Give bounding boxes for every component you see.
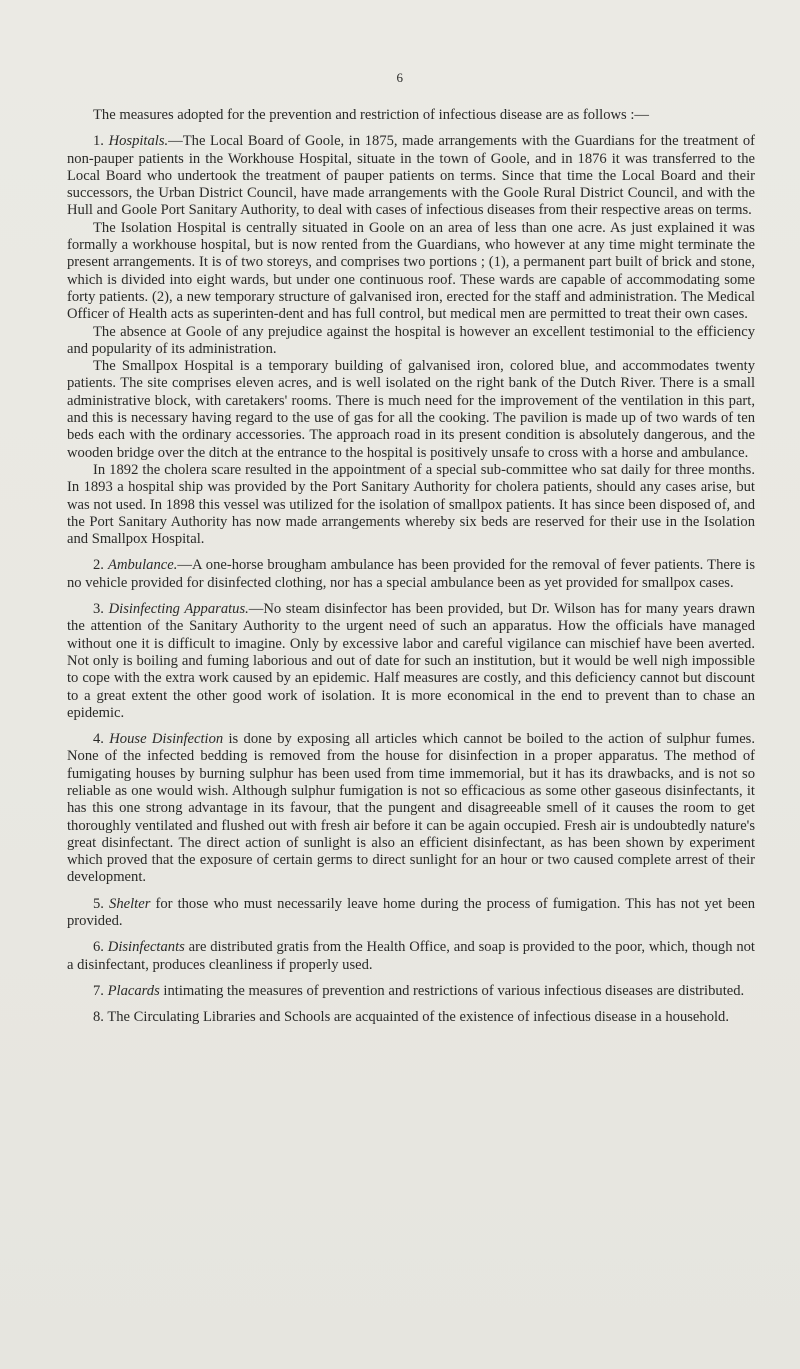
section-house-disinfection (67, 731, 755, 887)
section-number: 2. (93, 557, 104, 574)
section-text: —A one-horse brougham ambulance has been provided for the removal of fever patients. There is no vehicle provided for disinfected clothing, nor has a special ambulance been as yet provided for smallpox cases. (67, 557, 755, 591)
section-libraries-schools (67, 1009, 755, 1026)
section-hospitals (67, 133, 755, 219)
section-heading: Ambulance. (108, 557, 178, 574)
section-text: are distributed gratis from the Health Office, and soap is provided to the poor, which, though not a disinfectant, produces cleanliness if properly used. (67, 939, 755, 973)
section-shelter (67, 896, 755, 931)
section-disinfectants (67, 939, 755, 974)
section-text: —The Local Board of Goole, in 1875, made arrangements with the Guardians for the treatment of non-pauper patients in the Workhouse Hospital, situate in the town of Goole, and in 1876 it was transferred to the Local Board who undertook the treatment of pauper patients on terms. Since that time the Local Board and their successors, the Urban District Council, have made arrangements with the Goole Rural District Council, and with the Hull and Goole Port Sanitary Authority, to deal with cases of infectious diseases from their respective areas on terms. (67, 133, 756, 219)
section-number: 6. (93, 939, 104, 956)
section-text: —No steam disinfector has been provided, but Dr. Wilson has for many years drawn the attention of the Sanitary Authority to the urgent need of such an apparatus. How the officials have managed without one it is difficult to imagine. Only by excessive labor and careful vigilance can mischief have been averted. Not only is boiling and fuming laborious and out of date for such an institution, but it would be well nigh impossible to cope with the extra work caused by an epidemic. Half measures are costly, and this deficiency cannot but discount to a great extent the other good work of isolation. It is more economical in the end to prevent than to chase an epidemic. (67, 601, 755, 721)
section-placards (67, 983, 755, 1000)
section-heading: Disinfecting Apparatus. (108, 601, 249, 618)
paragraph-isolation-hospital: The Isolation Hospital is centrally situated in Goole on an area of less than one acre. As just explained it was formally a workhouse hospital, but is now rented from the Guardians, who however at any time might terminate the present arrangements. It is of two storeys, and comprises two portions ; (1), a permanent part built of brick and stone, which is divided into eight wards, but under one continuous roof. These wards are capable of accommodating some forty patients. (2), a new temporary structure of galvanised iron, erected for the staff and administration. The Medical Officer of Health acts as superinten-dent and has full control, but medical men are permitted to treat their own cases. (67, 219, 755, 323)
section-number: 8. (93, 1009, 104, 1026)
section-ambulance (67, 557, 755, 592)
section-disinfecting-apparatus (67, 601, 755, 722)
section-text: is done by exposing all articles which cannot be boiled to the action of sulphur fumes. None of the infected bedding is removed from the house for disinfection in a proper apparatus. The method of fumigating houses by burning sulphur has been used from time immemorial, but it has its drawbacks, and is not so reliable as one would wish. Although sulphur fumigation is not so efficacious as some other gaseous disinfectants, it has this one strong advantage in its favour, that the pungent and disagreeable smell of it causes the room to get thoroughly ventilated and flushed out with fresh air before it can be again occupied. Fresh air is undoubtedly nature's great disinfectant. The direct action of sunlight is also an efficient disinfectant, as has been shown by experiment which proved that the exposure of certain germs to direct sunlight for an hour or two caused complete arrest of their development. (67, 731, 755, 886)
section-number: 3. (93, 601, 104, 618)
section-text: The Circulating Libraries and Schools are acquainted of the existence of infectious disease in a household. (107, 1009, 729, 1026)
section-number: 5. (93, 895, 104, 912)
section-heading: Placards (107, 982, 160, 999)
paragraph-prejudice: The absence at Goole of any prejudice against the hospital is however an excellent testimonial to the efficiency and popularity of its administration. (67, 323, 755, 357)
section-heading: Hospitals. (108, 133, 169, 150)
section-heading: House Disinfection (109, 731, 224, 748)
section-heading: Disinfectants (107, 939, 185, 956)
section-text: intimating the measures of prevention and restrictions of various infectious diseases are distributed. (159, 982, 745, 999)
page-number: 6 (396, 70, 404, 85)
document-body (67, 107, 755, 1027)
section-number: 7. (93, 982, 104, 999)
section-text: for those who must necessarily leave home during the process of fumigation. This has not yet been provided. (67, 895, 755, 930)
section-number: 1. (93, 133, 104, 150)
intro-paragraph: The measures adopted for the prevention and restriction of infectious disease are as follows :— (93, 107, 650, 123)
paragraph-cholera: In 1892 the cholera scare resulted in the appointment of a special sub-committee who sat daily for three months. In 1893 a hospital ship was provided by the Port Sanitary Authority for cholera patients, should any cases arise, but was not used. In 1898 this vessel was utilized for the isolation of smallpox patients. It has since been disposed of, and the Port Sanitary Authority has now made arrangements whereby six beds are reserved for their use in the Isolation and Smallpox Hospital. (67, 461, 755, 548)
section-number: 4. (93, 731, 104, 748)
section-heading: Shelter (109, 895, 151, 912)
paragraph-smallpox-hospital: The Smallpox Hospital is a temporary building of galvanised iron, colored blue, and accommodates twenty patients. The site comprises eleven acres, and is well isolated on the right bank of the Dutch River. There is a small administrative block, with caretakers' rooms. There is much need for the improvement of the ventilation in this part, and this is necessary having regard to the use of gas for all the cooking. The pavilion is made up of two wards of ten beds each with the ordinary accessories. The approach road in its present condition is absolutely dangerous, and the wooden bridge over the ditch at the entrance to the hospital is positively unsafe to cross with a horse and ambulance. (67, 358, 755, 461)
